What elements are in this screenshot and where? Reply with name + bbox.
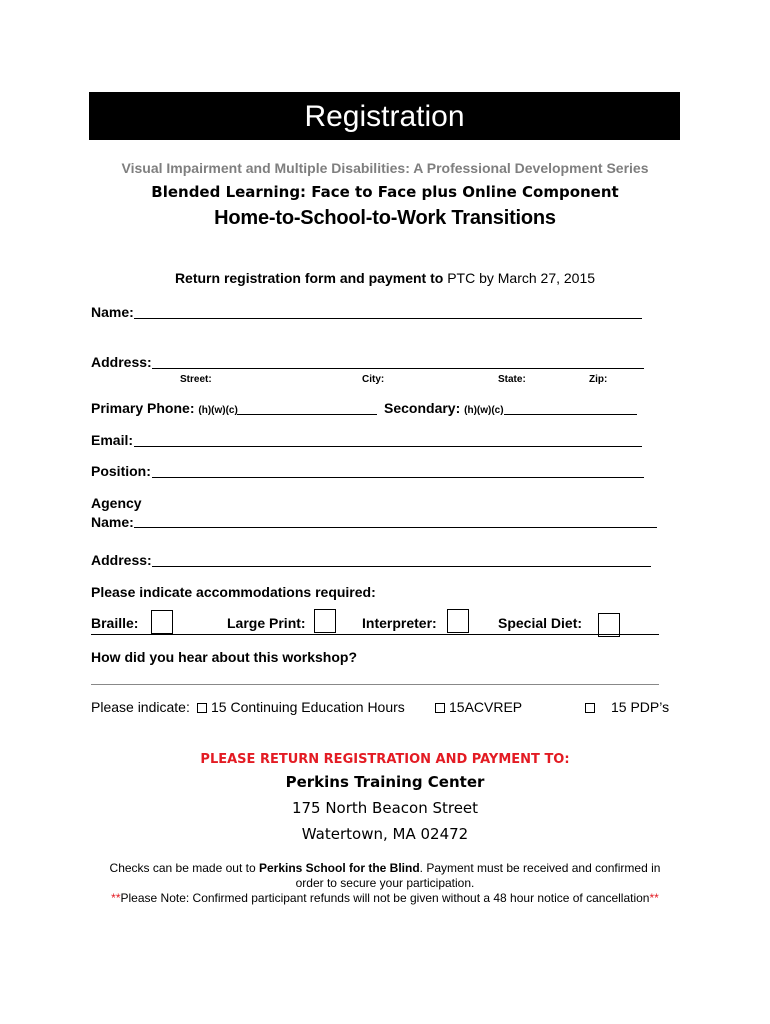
checks-line-1 (0, 861, 770, 875)
position-field[interactable] (152, 477, 644, 478)
agency-label: Agency (91, 495, 142, 511)
agency-name-label: Name: (91, 514, 134, 530)
secondary-phone-hint: (h)(w)(c) (464, 405, 504, 416)
braille-label: Braille: (91, 615, 139, 631)
banner-title: Registration (304, 100, 465, 133)
agency-address-field[interactable] (152, 566, 651, 567)
primary-phone-text: Primary Phone: (91, 400, 195, 416)
return-to-heading: PLEASE RETURN REGISTRATION AND PAYMENT TO: (200, 752, 570, 767)
return-city: Watertown, MA 02472 (301, 825, 469, 843)
interpreter-label: Interpreter: (362, 615, 437, 631)
zip-sublabel: Zip: (589, 374, 608, 385)
large-print-label: Large Print: (227, 615, 306, 631)
note-stars-left: ** (111, 891, 121, 905)
checks-prefix: Checks can be made out to (109, 861, 256, 875)
note-text: Please Note: Confirmed participant refunds will not be given without a 48 hour notice of cancellation (120, 891, 650, 905)
accommodations-label: Please indicate accommodations required: (91, 584, 376, 600)
option-ceh[interactable] (197, 699, 405, 715)
pdp-text: 15 PDP’s (611, 699, 670, 715)
agency-name-field[interactable] (134, 527, 657, 528)
state-sublabel: State: (498, 374, 526, 385)
large-print-checkbox[interactable] (314, 609, 336, 633)
name-label: Name: (91, 304, 134, 320)
option-acvrep[interactable] (435, 699, 522, 715)
primary-phone-field[interactable] (237, 414, 377, 415)
primary-phone-label (91, 400, 238, 416)
braille-checkbox[interactable] (151, 610, 173, 634)
interpreter-checkbox[interactable] (447, 609, 469, 633)
pdp-checkbox-icon[interactable] (585, 703, 595, 713)
indicate-label: Please indicate: (91, 699, 190, 715)
return-suffix: PTC by March 27, 2015 (447, 270, 596, 286)
return-org: Perkins Training Center (285, 773, 485, 791)
acvrep-checkbox-icon[interactable] (435, 703, 445, 713)
ceh-text: 15 Continuing Education Hours (211, 699, 405, 715)
primary-phone-hint: (h)(w)(c) (198, 405, 238, 416)
special-diet-label: Special Diet: (498, 615, 583, 631)
accommodations-divider (91, 634, 659, 635)
registration-banner (89, 92, 680, 140)
series-title: Visual Impairment and Multiple Disabilities: A Professional Development Series (121, 160, 649, 176)
note-stars-right: ** (649, 891, 659, 905)
hear-about-label: How did you hear about this workshop? (91, 649, 358, 665)
format-subtitle: Blended Learning: Face to Face plus Online Component (151, 183, 619, 201)
option-pdp[interactable] (585, 699, 669, 715)
refund-note (0, 891, 770, 905)
checks-payee: Perkins School for the Blind (258, 861, 420, 875)
return-instructions (0, 270, 770, 286)
street-sublabel: Street: (180, 374, 212, 385)
topic-title: Home-to-School-to-Work Transitions (214, 207, 556, 229)
name-field[interactable] (134, 318, 642, 319)
return-street: 175 North Beacon Street (291, 799, 479, 817)
secondary-phone-text: Secondary: (384, 400, 461, 416)
agency-address-label: Address: (91, 552, 152, 568)
address-field[interactable] (152, 368, 644, 369)
checks-suffix: . Payment must be received and confirmed in (419, 861, 661, 875)
city-sublabel: City: (362, 374, 385, 385)
hear-about-field[interactable] (91, 684, 659, 685)
address-label: Address: (91, 354, 152, 370)
checks-line-2: order to secure your participation. (295, 876, 475, 890)
ceh-checkbox-icon[interactable] (197, 703, 207, 713)
email-field[interactable] (134, 446, 642, 447)
return-prefix: Return registration form and payment to (174, 270, 444, 286)
acvrep-text: 15ACVREP (449, 699, 523, 715)
position-label: Position: (91, 463, 151, 479)
secondary-phone-label (384, 400, 504, 416)
secondary-phone-field[interactable] (504, 414, 637, 415)
email-label: Email: (91, 432, 134, 448)
